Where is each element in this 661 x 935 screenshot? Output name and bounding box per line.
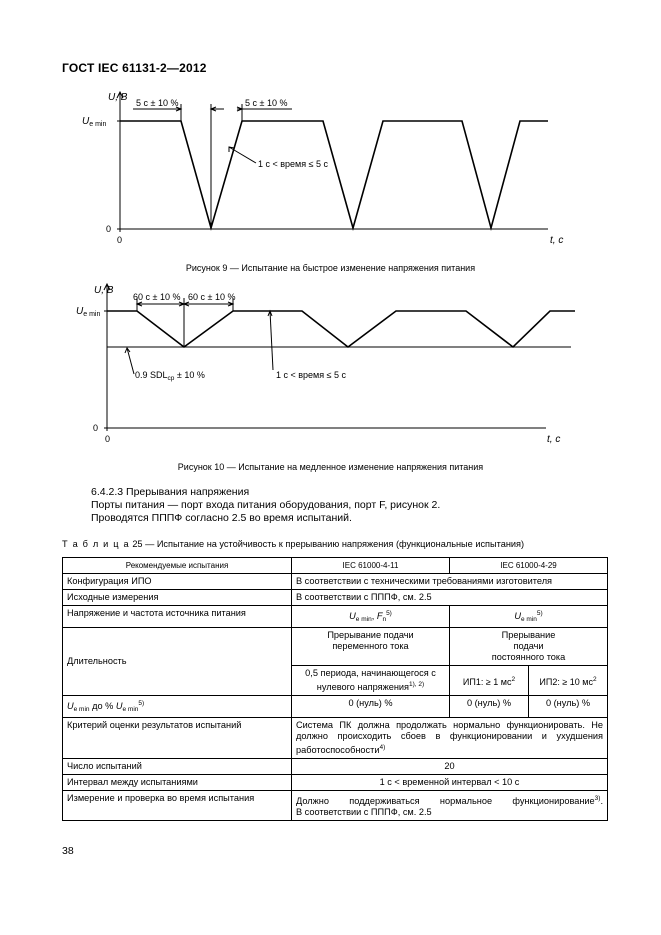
level-val-2: 0 (нуль) % [450, 696, 529, 718]
supply-ac: $U_{e min}$, $F_n^{5)}$ [292, 606, 450, 628]
table-header-row [63, 558, 608, 574]
fig9-zero-x: 0 [117, 235, 123, 245]
supply-dc: $U_{e min}^{5)}$ [450, 606, 608, 628]
fig10-ann-left: 60 с ± 10 % [133, 292, 181, 302]
header-std-2: IEC 61000-4-29 [450, 558, 608, 574]
fig10-zero-y: 0 [93, 423, 99, 433]
fig9-level-label: $U_{e min}$ [82, 116, 107, 128]
table-row [63, 606, 608, 628]
row-init-value: В соответствии с ПППФ, см. 2.5 [292, 590, 608, 606]
interrupt-dc: Прерывание подачи постоянного тока [450, 628, 608, 666]
measure-value: Должно поддерживаться нормальное функционирование$^{3)}$. В соответствии с ПППФ, см. 2.5 [292, 791, 608, 821]
fig10-ann-interval: 1 с < время ≤ 5 с [276, 370, 347, 380]
duration-ip2: ИП2: ≥ 10 $мс^2$ [529, 666, 608, 696]
row-init-label: Исходные измерения [63, 590, 292, 606]
fig9-ann-right: 5 с ± 10 % [245, 98, 288, 108]
table-row [63, 590, 608, 606]
fig9-ann-interval: 1 с < время ≤ 5 с [258, 159, 329, 169]
header-std-1: IEC 61000-4-11 [292, 558, 450, 574]
table-caption: Т а б л и ц а 25 — Испытание на устойчивость к прерыванию напряжения (функциональные испытания) [62, 539, 525, 549]
level-val-1: 0 (нуль) % [292, 696, 450, 718]
count-value: 20 [292, 759, 608, 775]
header-tests: Рекомендуемые испытания [63, 558, 292, 574]
interval-value: 1 с < временной интервал < 10 с [292, 775, 608, 791]
table-row [63, 791, 608, 821]
fig10-zero-x: 0 [105, 434, 111, 444]
interrupt-ac: Прерывание подачи переменного тока [292, 628, 450, 666]
level-val-3: 0 (нуль) % [529, 696, 608, 718]
duration-ip1: ИП1: ≥ 1 $мс^2$ [450, 666, 529, 696]
figure-10-caption: Рисунок 10 — Испытание на медленное изменение напряжения питания [177, 462, 484, 472]
row-count-label: Число испытаний [63, 759, 292, 775]
fig9-ann-left: 5 с ± 10 % [136, 98, 179, 108]
row-interval-label: Интервал между испытаниями [63, 775, 292, 791]
row-criteria-label: Критерий оценки результатов испытаний [63, 718, 292, 759]
fig10-ann-sdl: 0.9 $SDL_{ср} \pm 10$ % [135, 370, 205, 382]
fig10-x-axis-label: t, с [547, 434, 561, 445]
row-level-label: $U_{e min}$ до % $U_{e min}^{5)}$ [63, 696, 292, 718]
fig9-x-axis-label: t, с [550, 235, 564, 246]
page-number: 38 [62, 845, 74, 857]
row-config-value: В соответствии с техническими требованиями изготовителя [292, 574, 608, 590]
table-row [63, 574, 608, 590]
table-row [63, 696, 608, 718]
fig9-y-axis-label: U, В [108, 92, 128, 103]
document-header: ГОСТ IEC 61131-2—2012 [62, 61, 207, 75]
fig10-level-label: $U_{e min}$ [76, 306, 101, 318]
figure-10-graph [0, 280, 661, 450]
table-row [63, 718, 608, 759]
table-row [63, 628, 608, 666]
row-duration-label: Длительность [63, 628, 292, 696]
section-line-2: Проводятся ПППФ согласно 2.5 во время испытаний. [91, 512, 352, 524]
table-row [63, 759, 608, 775]
table-row [63, 775, 608, 791]
fig10-y-axis-label: U, В [94, 285, 114, 296]
criteria-value: Система ПК должна продолжать нормально функционировать. Не должно происходить сбоев в функционировании и ухудшения работоспособности$^{4)}$ [292, 718, 608, 759]
fig10-ann-right: 60 с ± 10 % [188, 292, 236, 302]
duration-ac: 0,5 периода, начинающегося с нулевого напряжения$^{1), 2)}$ [292, 666, 450, 696]
test-table [62, 557, 608, 821]
figure-9-caption: Рисунок 9 — Испытание на быстрое изменение напряжения питания [185, 263, 476, 273]
section-heading: 6.4.2.3 Прерывания напряжения [91, 486, 250, 498]
fig9-zero-y: 0 [106, 224, 112, 234]
row-measure-label: Измерение и проверка во время испытания [63, 791, 292, 821]
section-line-1: Порты питания — порт входа питания оборудования, порт F, рисунок 2. [91, 499, 441, 511]
row-supply-label: Напряжение и частота источника питания [63, 606, 292, 628]
row-config-label: Конфигурация ИПО [63, 574, 292, 590]
